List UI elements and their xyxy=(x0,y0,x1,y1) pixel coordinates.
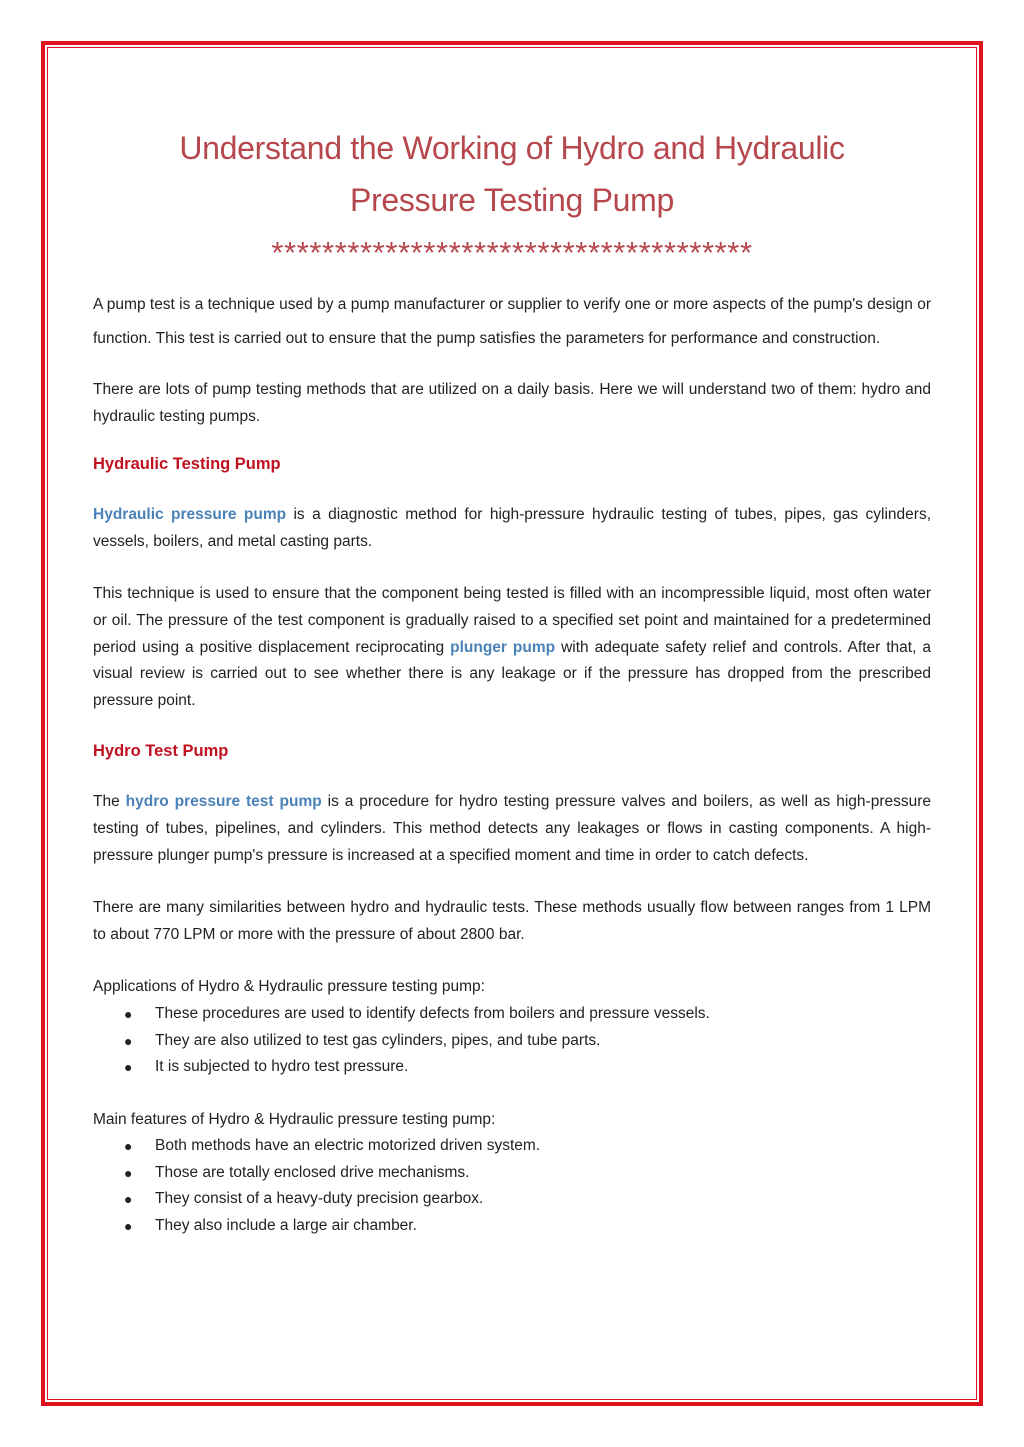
list-item-text: These procedures are used to identify defects from boilers and pressure vessels. xyxy=(155,1004,710,1022)
list-item-text: They consist of a heavy-duty precision gearbox. xyxy=(155,1190,484,1208)
hydraulic-paragraph-2 xyxy=(93,581,931,714)
hydraulic-heading: Hydraulic Testing Pump xyxy=(93,455,281,474)
list-item xyxy=(93,1186,931,1213)
hydro-paragraph-1-text-b: is a procedure for hydro testing pressure valves and boilers, as well as high-pressure testing of tubes, pipelines, and cylinders. This method detects any leakages or flows in casting components. A high-pressure plunger pump's pressure is increased at a specified moment and time in order to catch defects. xyxy=(93,793,932,864)
methods-paragraph: There are lots of pump testing methods that are utilized on a daily basis. Here we will understand two of them: hydro and hydraulic testing pumps. xyxy=(93,381,931,425)
plunger-pump-link[interactable]: plunger pump xyxy=(450,638,556,656)
applications-list xyxy=(93,1001,931,1081)
list-item-text: They are also utilized to test gas cylinders, pipes, and tube parts. xyxy=(155,1031,601,1049)
hydro-heading: Hydro Test Pump xyxy=(93,742,229,761)
list-item-text: Those are totally enclosed drive mechanisms. xyxy=(155,1163,470,1181)
hydraulic-paragraph-2-text-b: with adequate safety relief and controls. After that, a visual review is carried out to see whether there is any leakage or if the pressure has dropped from the prescribed pressure point. xyxy=(93,638,931,709)
list-item xyxy=(93,1028,931,1055)
bullet-icon: ● xyxy=(124,1138,133,1155)
bullet-icon: ● xyxy=(124,1164,133,1181)
hydraulic-paragraph-1 xyxy=(93,502,931,555)
list-item xyxy=(93,1160,931,1187)
list-item xyxy=(93,1054,931,1081)
title-line-1: Understand the Working of Hydro and Hydraulic xyxy=(179,130,845,166)
document-body xyxy=(93,122,931,1240)
list-item xyxy=(93,1001,931,1028)
hydraulic-paragraph-2-text-a: This technique is used to ensure that the component being tested is filled with an incompressible liquid, most often water or oil. The pressure of the test component is gradually raised to a specified set point and maintained for a predetermined period using a positive displacement reciprocating xyxy=(93,585,931,656)
list-item-text: They also include a large air chamber. xyxy=(155,1217,417,1235)
hydro-paragraph-2: There are many similarities between hydro and hydraulic tests. These methods usually flow between ranges from 1 LPM to about 770 LPM or more with the pressure of about 2800 bar. xyxy=(93,899,931,943)
bullet-icon: ● xyxy=(124,1218,133,1235)
bullet-icon: ● xyxy=(124,1191,133,1208)
bullet-icon: ● xyxy=(124,1059,133,1076)
hydraulic-paragraph-1-text: is a diagnostic method for high-pressure hydraulic testing of tubes, pipes, gas cylinders, vessels, boilers, and metal casting parts. xyxy=(93,506,931,550)
features-list xyxy=(93,1133,931,1239)
title-line-2: Pressure Testing Pump xyxy=(350,182,674,218)
list-item xyxy=(93,1213,931,1240)
intro-paragraph: A pump test is a technique used by a pump manufacturer or supplier to verify one or more aspects of the pump's design or function. This test is carried out to ensure that the pump satisfies the parameters for performance and construction. xyxy=(93,296,931,347)
title-divider: ************************************** xyxy=(271,238,753,268)
hydro-paragraph-1 xyxy=(93,789,931,869)
bullet-icon: ● xyxy=(124,1005,133,1022)
features-intro: Main features of Hydro & Hydraulic pressure testing pump: xyxy=(93,1110,496,1128)
applications-intro: Applications of Hydro & Hydraulic pressure testing pump: xyxy=(93,978,485,996)
list-item-text: It is subjected to hydro test pressure. xyxy=(155,1058,409,1076)
hydraulic-pressure-pump-link[interactable]: Hydraulic pressure pump xyxy=(93,506,287,524)
bullet-icon: ● xyxy=(124,1032,133,1049)
list-item-text: Both methods have an electric motorized driven system. xyxy=(155,1137,541,1155)
document-title xyxy=(93,122,931,226)
hydro-paragraph-1-text-a: The xyxy=(93,793,126,811)
hydro-pressure-test-pump-link[interactable]: hydro pressure test pump xyxy=(125,793,322,811)
list-item xyxy=(93,1133,931,1160)
